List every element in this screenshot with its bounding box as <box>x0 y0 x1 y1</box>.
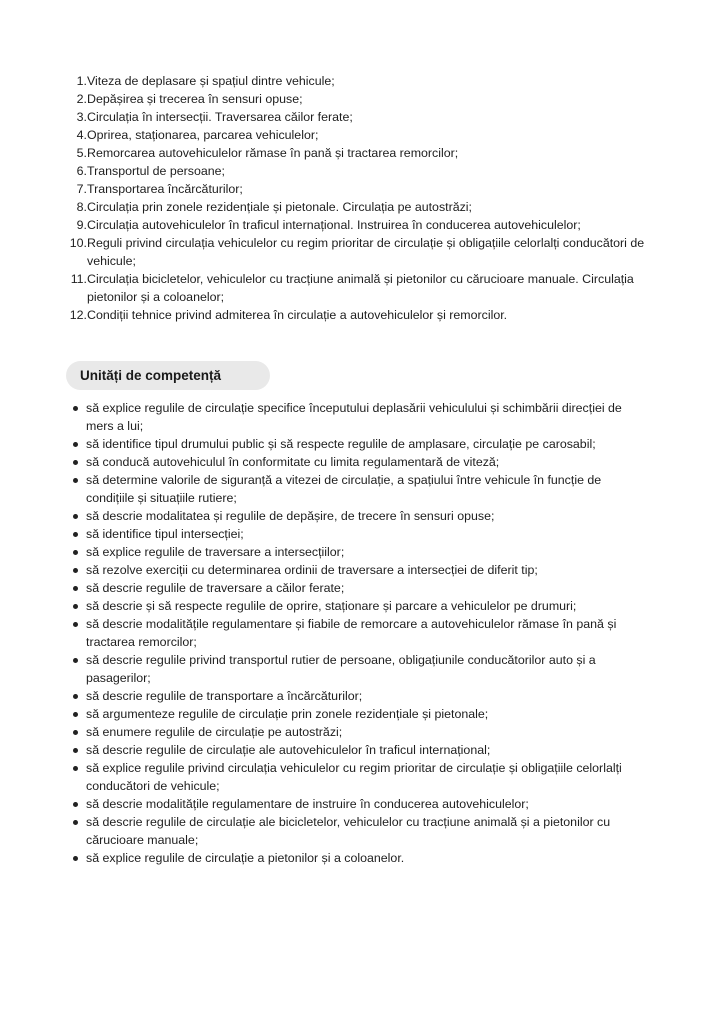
competence-text: să descrie modalitatea și regulile de depășire, de trecere în sensuri opuse; <box>86 509 495 523</box>
competence-text: să conducă autovehiculul în conformitate cu limita regulamentară de viteză; <box>86 455 500 469</box>
topic-number: 10. <box>69 236 87 250</box>
competence-item <box>70 399 650 435</box>
competence-text: să explice regulile de traversare a intersecțiilor; <box>86 545 345 559</box>
topic-text: Viteza de deplasare și spațiul dintre vehicule; <box>87 74 335 88</box>
topic-text: Circulația prin zonele rezidențiale și pietonale. Circulația pe autostrăzi; <box>87 200 472 214</box>
bullet-icon <box>70 687 86 705</box>
topic-text: Depășirea și trecerea în sensuri opuse; <box>87 92 303 106</box>
competence-item <box>70 507 650 525</box>
topic-text: Transportul de persoane; <box>87 164 225 178</box>
topics-list <box>60 72 660 324</box>
topic-number: 8. <box>76 200 87 214</box>
bullet-icon <box>70 507 86 525</box>
topic-number: 12. <box>69 308 87 322</box>
competence-text: să identifice tipul drumului public și să respecte regulile de amplasare, circulație pe carosabil; <box>86 437 596 451</box>
competence-item <box>70 471 650 507</box>
topic-item <box>60 180 660 198</box>
topic-number: 11. <box>70 272 87 286</box>
topic-number: 6. <box>76 164 87 178</box>
competence-item <box>70 705 650 723</box>
competence-text: să enumere regulile de circulație pe autostrăzi; <box>86 725 343 739</box>
topic-item <box>60 270 660 306</box>
topic-item <box>60 162 660 180</box>
topic-item <box>60 144 660 162</box>
competence-text: să descrie și să respecte regulile de oprire, staționare și parcare a vehiculelor pe drumuri; <box>86 599 577 613</box>
competence-item <box>70 813 650 849</box>
competence-text: să descrie regulile privind transportul rutier de persoane, obligațiunile conducătorilor auto și a pasagerilor; <box>86 653 596 685</box>
competence-item <box>70 723 650 741</box>
competence-text: să descrie regulile de circulație ale autovehiculelor în traficul internațional; <box>86 743 491 757</box>
competence-text: să descrie modalitățile regulamentare de instruire în conducerea autovehiculelor; <box>86 797 529 811</box>
bullet-icon <box>70 435 86 453</box>
competence-item <box>70 453 650 471</box>
bullet-icon <box>70 597 86 615</box>
bullet-icon <box>70 795 86 813</box>
bullet-icon <box>70 651 86 687</box>
topic-number: 1. <box>76 74 87 88</box>
competence-text: să descrie modalitățile regulamentare și fiabile de remorcare a autovehiculelor rămase în pană și tractarea remorcilor; <box>86 617 617 649</box>
topic-number: 3. <box>76 110 87 124</box>
topic-number: 5. <box>76 146 87 160</box>
topic-text: Reguli privind circulația vehiculelor cu regim prioritar de circulație și obligațiile celorlalți conducători de vehicule; <box>87 236 645 268</box>
competence-item <box>70 849 650 867</box>
competence-text: să explice regulile privind circulația vehiculelor cu regim prioritar de circulație și obligațiile celorlalți conducători de vehicule; <box>86 761 622 793</box>
bullet-icon <box>70 741 86 759</box>
competence-item <box>70 561 650 579</box>
competence-text: să argumenteze regulile de circulație prin zonele rezidențiale și pietonale; <box>86 707 489 721</box>
competence-item <box>70 435 650 453</box>
topic-item <box>60 126 660 144</box>
topic-number: 9. <box>76 218 87 232</box>
bullet-icon <box>70 759 86 795</box>
competence-item <box>70 759 650 795</box>
topic-number: 7. <box>76 182 87 196</box>
competence-list <box>70 399 650 867</box>
topic-text: Condiții tehnice privind admiterea în circulație a autovehiculelor și remorcilor. <box>87 308 508 322</box>
competence-text: să descrie regulile de traversare a căilor ferate; <box>86 581 345 595</box>
competence-text: să explice regulile de circulație specifice începutului deplasării vehiculului și schimbării direcției de mers a lui; <box>86 401 622 433</box>
topic-text: Circulația bicicletelor, vehiculelor cu tracțiune animală și pietonilor cu cărucioare manuale. Circulația pietonilor și a coloanelor; <box>87 272 634 304</box>
topic-item <box>60 90 660 108</box>
competence-item <box>70 741 650 759</box>
bullet-icon <box>70 705 86 723</box>
bullet-icon <box>70 813 86 849</box>
competence-item <box>70 651 650 687</box>
topic-text: Circulația autovehiculelor în traficul internațional. Instruirea în conducerea autovehiculelor; <box>87 218 581 232</box>
topic-item <box>60 72 660 90</box>
competence-text: să descrie regulile de transportare a încărcăturilor; <box>86 689 363 703</box>
bullet-icon <box>70 615 86 651</box>
competence-text: să identifice tipul intersecției; <box>86 527 244 541</box>
topic-item <box>60 306 660 324</box>
topic-text: Oprirea, staționarea, parcarea vehiculelor; <box>87 128 319 142</box>
bullet-icon <box>70 561 86 579</box>
topic-item <box>60 198 660 216</box>
bullet-icon <box>70 723 86 741</box>
competence-item <box>70 543 650 561</box>
topic-text: Circulația în intersecții. Traversarea căilor ferate; <box>87 110 353 124</box>
bullet-icon <box>70 525 86 543</box>
section-title: Unități de competență <box>66 361 270 390</box>
competence-text: să explice regulile de circulație a pietonilor și a coloanelor. <box>86 851 405 865</box>
competence-text: să descrie regulile de circulație ale bicicletelor, vehiculelor cu tracțiune animală și a pietonilor cu cărucioare manuale; <box>86 815 611 847</box>
competence-item <box>70 579 650 597</box>
bullet-icon <box>70 471 86 507</box>
bullet-icon <box>70 453 86 471</box>
competence-text: să determine valorile de siguranță a vitezei de circulație, a spațiului între vehicule în funcție de condițiile și situațiile rutiere; <box>86 473 602 505</box>
competence-item <box>70 687 650 705</box>
bullet-icon <box>70 543 86 561</box>
competence-item <box>70 615 650 651</box>
competence-item <box>70 795 650 813</box>
topic-number: 4. <box>76 128 87 142</box>
topic-text: Transportarea încărcăturilor; <box>87 182 243 196</box>
topic-text: Remorcarea autovehiculelor rămase în pană și tractarea remorcilor; <box>87 146 459 160</box>
competence-item <box>70 525 650 543</box>
topic-item <box>60 234 660 270</box>
competence-text: să rezolve exerciții cu determinarea ordinii de traversare a intersecției de diferit tip; <box>86 563 538 577</box>
topic-item <box>60 216 660 234</box>
topic-number: 2. <box>76 92 87 106</box>
competence-item <box>70 597 650 615</box>
bullet-icon <box>70 399 86 435</box>
bullet-icon <box>70 849 86 867</box>
bullet-icon <box>70 579 86 597</box>
topic-item <box>60 108 660 126</box>
